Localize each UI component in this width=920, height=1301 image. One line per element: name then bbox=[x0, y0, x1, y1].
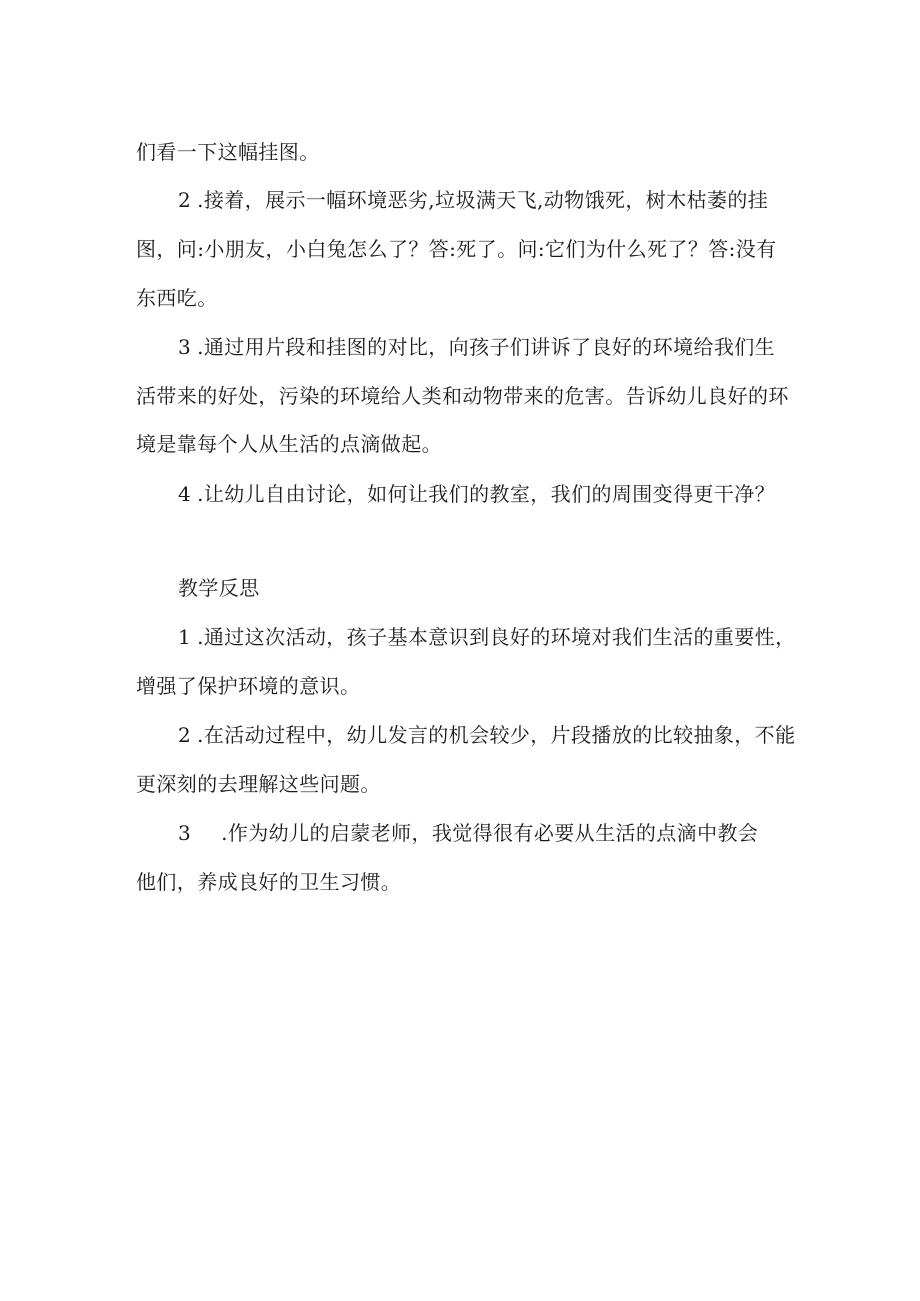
step-text: .通过用片段和挂图的对比，向孩子们讲诉了良好的环境给我们生 bbox=[197, 335, 776, 359]
step-3-line-1 bbox=[178, 329, 775, 365]
step-2-line-1 bbox=[178, 182, 768, 218]
item-number: 1 bbox=[178, 625, 192, 649]
step-3-line-2: 活带来的好处，污染的环境给人类和动物带来的危害。告诉幼儿良好的环 bbox=[136, 384, 789, 408]
intro-line: 们看一下这幅挂图。 bbox=[136, 140, 320, 164]
reflection-3-line-2: 他们，养成良好的卫生习惯。 bbox=[136, 870, 402, 894]
reflection-2-line-1 bbox=[178, 717, 795, 753]
reflection-1-line-1 bbox=[178, 619, 795, 655]
item-text: .在活动过程中，幼儿发言的机会较少，片段播放的比较抽象，不能 bbox=[197, 723, 796, 747]
item-text: .通过这次活动，孩子基本意识到良好的环境对我们生活的重要性， bbox=[197, 625, 796, 649]
step-3-line-3: 境是靠每个人从生活的点滴做起。 bbox=[136, 432, 442, 456]
step-text: .接着，展示一幅环境恶劣,垃圾满天飞,动物饿死，树木枯萎的挂 bbox=[197, 188, 769, 212]
step-number: 2 bbox=[178, 188, 192, 212]
item-number: 2 bbox=[178, 723, 192, 747]
step-number: 4 bbox=[178, 482, 192, 506]
item-number: 3 bbox=[178, 821, 192, 845]
step-text: .让幼儿自由讨论，如何让我们的教室，我们的周围变得更干净？ bbox=[197, 482, 776, 506]
reflection-3-line-1 bbox=[178, 815, 758, 851]
reflection-heading: 教学反思 bbox=[178, 576, 260, 600]
step-2-line-2: 图，问:小朋友，小白兔怎么了？答:死了。问:它们为什么死了？答:没有 bbox=[136, 237, 777, 261]
item-text: .作为幼儿的启蒙老师，我觉得很有必要从生活的点滴中教会 bbox=[221, 821, 759, 845]
reflection-1-line-2: 增强了保护环境的意识。 bbox=[136, 674, 361, 698]
step-4-line-1 bbox=[178, 476, 775, 512]
step-2-line-3: 东西吃。 bbox=[136, 286, 218, 310]
step-number: 3 bbox=[178, 335, 192, 359]
reflection-2-line-2: 更深刻的去理解这些问题。 bbox=[136, 772, 381, 796]
